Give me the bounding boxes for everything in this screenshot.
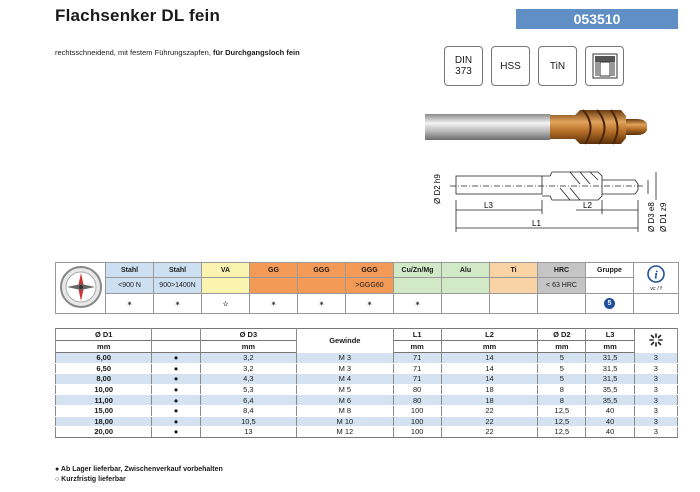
legend-in-stock: ● Ab Lager lieferbar, Zwischenverkauf vorbehalten bbox=[55, 466, 223, 473]
cell-stock: ● bbox=[152, 395, 200, 406]
material-table bbox=[55, 262, 679, 314]
mat-sub-stahl-1: <900 N bbox=[106, 278, 154, 294]
col-l2-unit: mm bbox=[441, 341, 537, 353]
cell-l1: 100 bbox=[393, 427, 441, 438]
cell-stock: ● bbox=[152, 384, 200, 395]
din-badge-line1: DIN bbox=[454, 55, 473, 66]
table-row[interactable] bbox=[56, 384, 678, 395]
mat-header-cu: Cu/Zn/Mg bbox=[394, 263, 442, 278]
col-gewinde-header: Gewinde bbox=[297, 329, 393, 353]
legend-short-notice: ○ Kurzfristig lieferbar bbox=[55, 476, 126, 483]
tin-badge bbox=[538, 46, 577, 86]
cell-d1: 6,00 bbox=[56, 353, 152, 364]
cell-d3: 3,2 bbox=[200, 363, 296, 374]
mat-mark-gruppe bbox=[586, 294, 634, 314]
cell-l3: 31,5 bbox=[586, 353, 634, 364]
cell-l1: 71 bbox=[393, 353, 441, 364]
legend bbox=[55, 465, 223, 485]
cell-d1: 8,00 bbox=[56, 374, 152, 385]
cell-l3: 31,5 bbox=[586, 363, 634, 374]
din-badge bbox=[444, 46, 483, 86]
cell-l3: 40 bbox=[586, 416, 634, 427]
cell-flutes: 3 bbox=[634, 384, 677, 395]
mat-sub-ggg-1 bbox=[298, 278, 346, 294]
svg-text:i: i bbox=[654, 267, 658, 281]
table-row[interactable] bbox=[56, 395, 678, 406]
mat-sub-gg bbox=[250, 278, 298, 294]
cell-d1: 20,00 bbox=[56, 427, 152, 438]
cell-d2: 12,5 bbox=[538, 405, 586, 416]
dim-d2-label: Ø D2 h9 bbox=[433, 174, 442, 204]
hss-badge-label: HSS bbox=[500, 60, 521, 72]
cell-flutes: 3 bbox=[634, 416, 677, 427]
cell-gewinde: M 10 bbox=[297, 416, 393, 427]
cell-stock: ● bbox=[152, 427, 200, 438]
cell-flutes: 3 bbox=[634, 405, 677, 416]
cell-d2: 12,5 bbox=[538, 416, 586, 427]
mat-mark-ggg-2: ✶ bbox=[346, 294, 394, 314]
cell-stock: ● bbox=[152, 416, 200, 427]
cell-flutes: 3 bbox=[634, 427, 677, 438]
mat-header-gg: GG bbox=[250, 263, 298, 278]
col-l3-header: L3 bbox=[586, 329, 634, 341]
cell-l1: 100 bbox=[393, 416, 441, 427]
cell-l2: 22 bbox=[441, 427, 537, 438]
col-d3-unit: mm bbox=[200, 341, 296, 353]
col-d1-header: Ø D1 bbox=[56, 329, 152, 341]
col-l1-header: L1 bbox=[393, 329, 441, 341]
mat-mark-gg: ✶ bbox=[250, 294, 298, 314]
table-row[interactable] bbox=[56, 363, 678, 374]
mat-mark-ti bbox=[490, 294, 538, 314]
dim-d1-label: Ø D1 z9 bbox=[659, 202, 668, 232]
mat-header-alu: Alu bbox=[442, 263, 490, 278]
din-badge-line2: 373 bbox=[455, 66, 472, 77]
subtitle-text: rechtsschneidend, mit festem Führungszapfen, bbox=[55, 48, 213, 57]
cell-d3: 4,3 bbox=[200, 374, 296, 385]
cell-l2: 14 bbox=[441, 374, 537, 385]
cell-d2: 8 bbox=[538, 395, 586, 406]
col-d2-header: Ø D2 bbox=[538, 329, 586, 341]
mat-mark-info bbox=[634, 294, 679, 314]
cell-l2: 14 bbox=[441, 353, 537, 364]
cell-stock: ● bbox=[152, 405, 200, 416]
tin-badge-label: TiN bbox=[549, 60, 566, 72]
cell-d2: 8 bbox=[538, 384, 586, 395]
cell-gewinde: M 6 bbox=[297, 395, 393, 406]
cell-d3: 13 bbox=[200, 427, 296, 438]
hss-badge bbox=[491, 46, 530, 86]
cell-d1: 11,00 bbox=[56, 395, 152, 406]
col-l3-unit: mm bbox=[586, 341, 634, 353]
cell-d2: 12,5 bbox=[538, 427, 586, 438]
subtitle-bold-text: für Durchgangsloch fein bbox=[213, 48, 300, 57]
mat-sub-cu bbox=[394, 278, 442, 294]
mat-mark-ggg-1: ✶ bbox=[298, 294, 346, 314]
mat-mark-va: ✫ bbox=[202, 294, 250, 314]
dim-l1-label: L1 bbox=[532, 219, 541, 228]
cell-flutes: 3 bbox=[634, 374, 677, 385]
mat-header-va: VA bbox=[202, 263, 250, 278]
mat-mark-alu bbox=[442, 294, 490, 314]
mat-sub-va bbox=[202, 278, 250, 294]
cell-gewinde: M 5 bbox=[297, 384, 393, 395]
product-subtitle bbox=[55, 48, 300, 57]
cell-d3: 5,3 bbox=[200, 384, 296, 395]
cell-d3: 6,4 bbox=[200, 395, 296, 406]
cell-flutes: 3 bbox=[634, 395, 677, 406]
mat-sub-ti bbox=[490, 278, 538, 294]
mat-sub-alu bbox=[442, 278, 490, 294]
mat-mark-stahl-2: ✶ bbox=[154, 294, 202, 314]
cell-l1: 100 bbox=[393, 405, 441, 416]
cell-stock: ● bbox=[152, 374, 200, 385]
cell-stock: ● bbox=[152, 353, 200, 364]
cell-l3: 40 bbox=[586, 405, 634, 416]
cell-d3: 3,2 bbox=[200, 353, 296, 364]
tool-photo bbox=[425, 104, 660, 154]
cell-l1: 71 bbox=[393, 374, 441, 385]
mat-header-gruppe: Gruppe bbox=[586, 263, 634, 278]
cell-l2: 22 bbox=[441, 405, 537, 416]
cell-d2: 5 bbox=[538, 353, 586, 364]
through-hole-icon bbox=[585, 46, 624, 86]
cell-gewinde: M 12 bbox=[297, 427, 393, 438]
product-title: Flachsenker DL fein bbox=[55, 6, 221, 25]
cell-d2: 5 bbox=[538, 374, 586, 385]
mat-sub-hrc: < 63 HRC bbox=[538, 278, 586, 294]
cell-flutes: 3 bbox=[634, 363, 677, 374]
cell-gewinde: M 8 bbox=[297, 405, 393, 416]
cell-d2: 5 bbox=[538, 363, 586, 374]
cell-d1: 6,50 bbox=[56, 363, 152, 374]
mat-mark-hrc bbox=[538, 294, 586, 314]
cell-l2: 18 bbox=[441, 384, 537, 395]
cell-l3: 35,5 bbox=[586, 384, 634, 395]
mat-sub-gruppe bbox=[586, 278, 634, 294]
cell-l1: 80 bbox=[393, 384, 441, 395]
mat-mark-cu: ✶ bbox=[394, 294, 442, 314]
cell-l3: 35,5 bbox=[586, 395, 634, 406]
table-row[interactable] bbox=[56, 427, 678, 438]
cell-flutes: 3 bbox=[634, 353, 677, 364]
cell-stock: ● bbox=[152, 363, 200, 374]
cell-l2: 22 bbox=[441, 416, 537, 427]
compass-icon bbox=[56, 263, 106, 314]
col-d1-unit: mm bbox=[56, 341, 152, 353]
table-row[interactable] bbox=[56, 405, 678, 416]
info-label: vc / f bbox=[650, 285, 662, 292]
mat-header-hrc: HRC bbox=[538, 263, 586, 278]
cell-l2: 14 bbox=[441, 363, 537, 374]
mat-sub-ggg-2: >GGG60 bbox=[346, 278, 394, 294]
col-stock-header bbox=[152, 329, 200, 341]
mat-header-ggg-2: GGG bbox=[346, 263, 394, 278]
mat-sub-stahl-2: 900>1400N bbox=[154, 278, 202, 294]
cell-d3: 10,5 bbox=[200, 416, 296, 427]
cell-l1: 71 bbox=[393, 363, 441, 374]
dim-l2-label: L2 bbox=[583, 201, 592, 210]
cell-l1: 80 bbox=[393, 395, 441, 406]
mat-header-ggg-1: GGG bbox=[298, 263, 346, 278]
cell-d1: 10,00 bbox=[56, 384, 152, 395]
info-icon[interactable] bbox=[634, 263, 679, 294]
cell-l3: 31,5 bbox=[586, 374, 634, 385]
cell-d1: 15,00 bbox=[56, 405, 152, 416]
cell-gewinde: M 3 bbox=[297, 353, 393, 364]
dim-l3-label: L3 bbox=[484, 201, 493, 210]
mat-header-stahl-2: Stahl bbox=[154, 263, 202, 278]
col-d3-header: Ø D3 bbox=[200, 329, 296, 341]
table-row[interactable] bbox=[56, 374, 678, 385]
article-number-badge: 053510 bbox=[516, 9, 678, 29]
col-flutes-header bbox=[634, 329, 677, 353]
mat-header-stahl-1: Stahl bbox=[106, 263, 154, 278]
technical-drawing bbox=[420, 166, 668, 240]
size-table bbox=[55, 328, 678, 438]
cell-gewinde: M 3 bbox=[297, 363, 393, 374]
table-row[interactable] bbox=[56, 353, 678, 364]
col-l1-unit: mm bbox=[393, 341, 441, 353]
cell-l3: 40 bbox=[586, 427, 634, 438]
cell-d3: 8,4 bbox=[200, 405, 296, 416]
group-number-badge: 5 bbox=[604, 298, 615, 309]
mat-header-ti: Ti bbox=[490, 263, 538, 278]
col-stock-unit bbox=[152, 341, 200, 353]
mat-mark-stahl-1: ✶ bbox=[106, 294, 154, 314]
flutes-icon bbox=[649, 333, 663, 347]
col-l2-header: L2 bbox=[441, 329, 537, 341]
cell-gewinde: M 4 bbox=[297, 374, 393, 385]
table-row[interactable] bbox=[56, 416, 678, 427]
col-d2-unit: mm bbox=[538, 341, 586, 353]
cell-d1: 18,00 bbox=[56, 416, 152, 427]
cell-l2: 18 bbox=[441, 395, 537, 406]
dim-d3-label: Ø D3 e8 bbox=[647, 202, 656, 232]
